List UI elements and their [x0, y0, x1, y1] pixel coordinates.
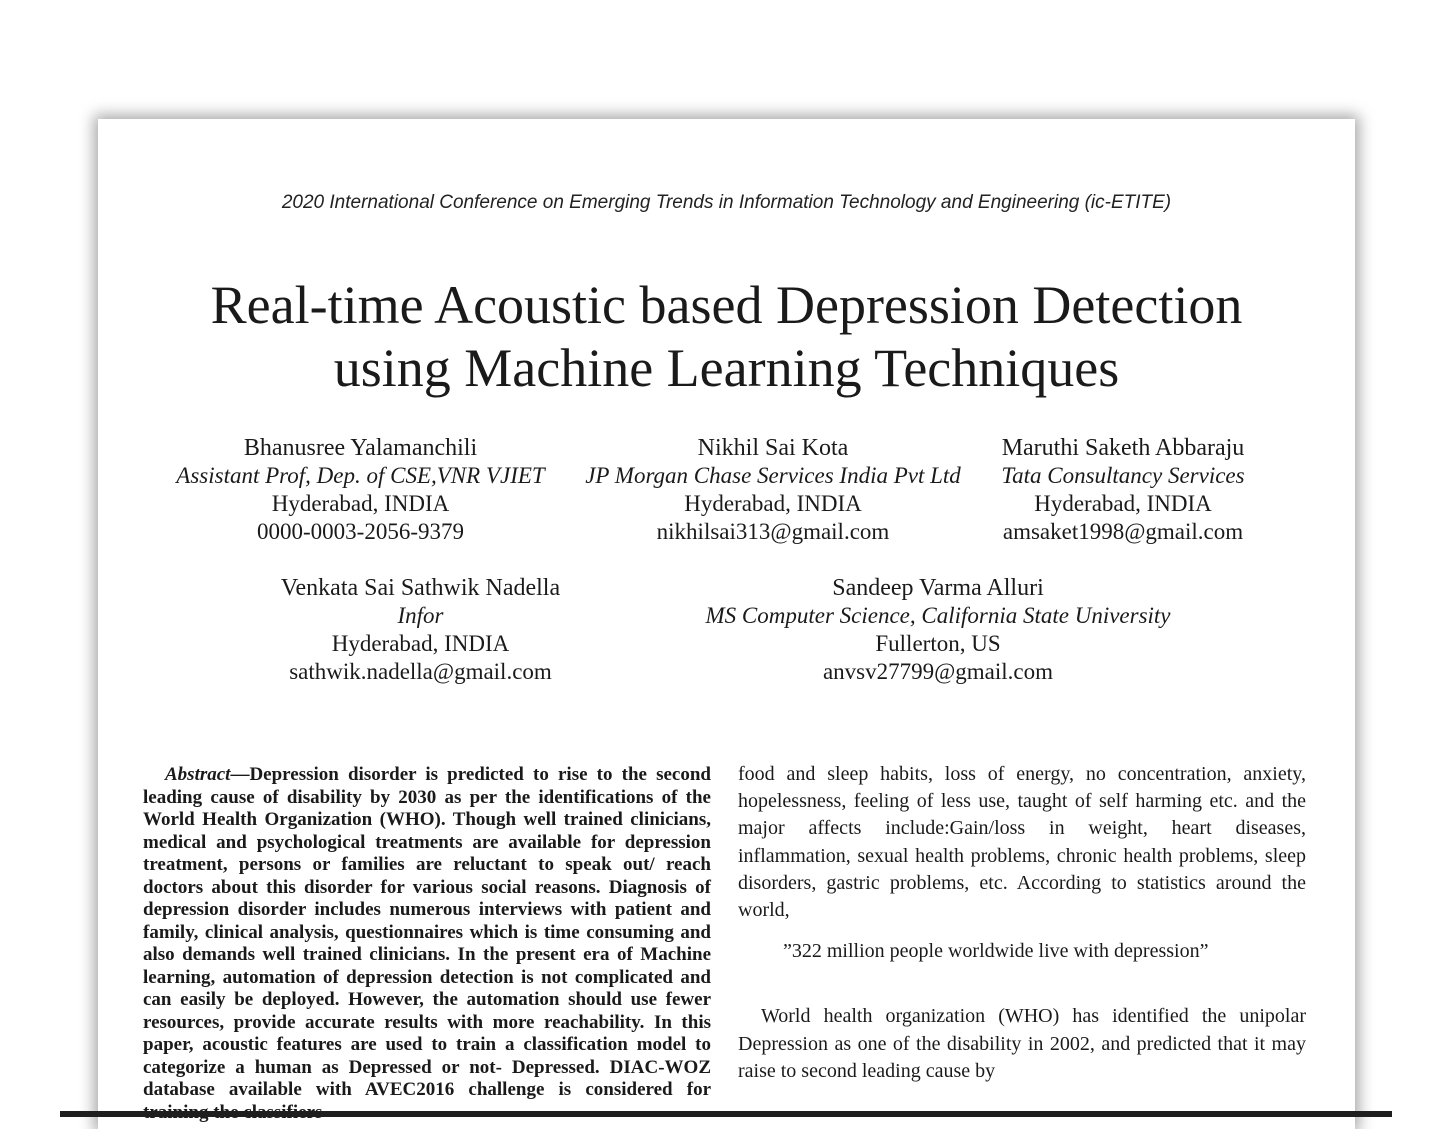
viewer-bottom-edge — [60, 1111, 1392, 1117]
author-affiliation: Tata Consultancy Services — [1001, 463, 1245, 488]
title-line-1: Real-time Acoustic based Depression Detection — [210, 275, 1243, 335]
abstract-text: Depression disorder is predicted to rise to the second leading cause of disability by 2030 as per the identifications of the World Health Organization (WHO). Though well trained clinicians, medical and psychological treatments are available for depression treatment, persons or families are reluctant to speak out/ reach doctors about this disorder for various social reasons. Diagnosis of depression disorder includes numerous interviews with patient and family, clinical analysis, questionnaires which is time consuming and also demands well trained clinicians. In the present era of Machine learning, automation of depression detection is not complicated and can easily be deployed. However, the automation should use fewer resources, provide accurate results with more reachability. In this paper, acoustic features are used to train a classification model to categorize a human as Depressed or not- Depressed. DIAC-WOZ database available with AVEC2016 challenge is considered for — [143, 764, 711, 1100]
author-block — [158, 434, 563, 546]
author-location: Hyderabad, INDIA — [684, 491, 862, 516]
body-paragraph: World health organization (WHO) has identified the unipolar Depression as one of the disability in 2002, and predicted that it may raise to second leading cause by — [738, 1005, 1306, 1082]
author-location: Fullerton, US — [875, 631, 1001, 656]
author-email: amsaket1998@gmail.com — [1002, 519, 1244, 544]
abstract — [143, 764, 711, 1124]
author-block — [568, 434, 978, 546]
body-paragraph: food and sleep habits, loss of energy, no concentration, anxiety, hopelessness, feeling of less use, taught of self harming etc. and the major affects include:Gain/loss in weight, heart diseases, inflammation, sexual health problems, chronic health problems, sleep disorders, gastric problems, etc. According to statistics around the world, — [738, 763, 1306, 922]
abstract-label: Abstract — [165, 764, 231, 785]
title-line-2: using Machine Learning Techniques — [333, 338, 1120, 398]
author-block — [678, 574, 1198, 686]
author-email: anvsv27799@gmail.com — [822, 659, 1054, 684]
author-name: Bhanusree Yalamanchili — [243, 435, 478, 461]
author-block — [983, 434, 1263, 546]
author-affiliation: MS Computer Science, California State University — [705, 603, 1171, 628]
author-name: Venkata Sai Sathwik Nadella — [280, 575, 561, 601]
paper-title — [138, 274, 1315, 400]
author-name: Nikhil Sai Kota — [697, 435, 849, 461]
body-column — [738, 761, 1306, 1085]
conference-header: 2020 International Conference on Emerging Trends in Information Technology and Engineering (ic-ETITE) — [281, 192, 1172, 213]
author-email: sathwik.nadella@gmail.com — [289, 659, 552, 684]
author-contact: 0000-0003-2056-9379 — [257, 519, 464, 544]
author-affiliation: Infor — [397, 603, 444, 628]
author-name: Maruthi Saketh Abbaraju — [1001, 435, 1245, 461]
paper-page — [98, 119, 1355, 1129]
author-affiliation: Assistant Prof, Dep. of CSE,VNR VJIET — [176, 463, 545, 488]
author-location: Hyderabad, INDIA — [1034, 491, 1212, 516]
author-location: Hyderabad, INDIA — [331, 631, 510, 656]
author-block — [248, 574, 593, 686]
abstract-dash: — — [230, 764, 250, 785]
author-affiliation: JP Morgan Chase Services India Pvt Ltd — [585, 463, 961, 488]
author-email: nikhilsai313@gmail.com — [656, 519, 890, 544]
author-location: Hyderabad, INDIA — [271, 491, 450, 516]
author-name: Sandeep Varma Alluri — [832, 575, 1044, 601]
block-quote: ”322 million people worldwide live with depression” — [783, 940, 1209, 963]
